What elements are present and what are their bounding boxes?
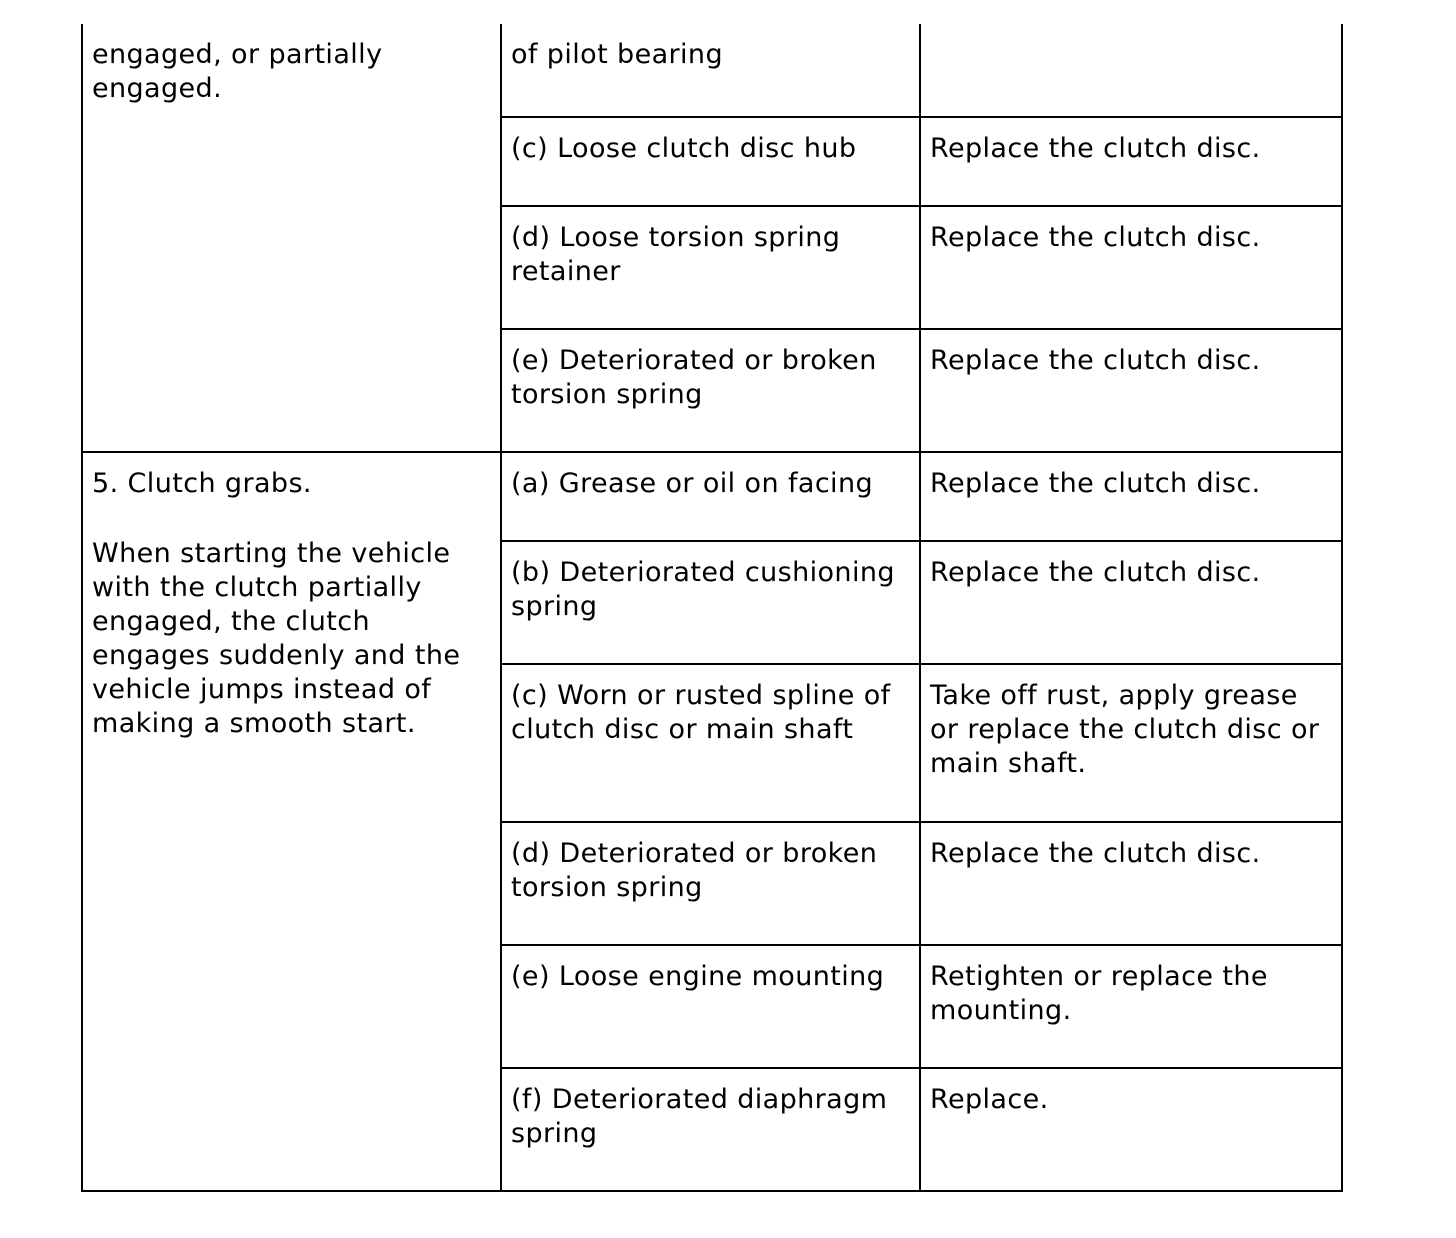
symptom-cell — [82, 452, 501, 1191]
remedy-cell: Take off rust, apply grease or replace the clutch disc or main shaft. — [920, 664, 1342, 822]
symptom-cell — [82, 24, 501, 452]
cause-cell: (f) Deteriorated diaphragm spring — [501, 1068, 920, 1191]
remedy-cell: Retighten or replace the mounting. — [920, 945, 1342, 1068]
remedy-cell — [920, 24, 1342, 117]
remedy-cell: Replace the clutch disc. — [920, 329, 1342, 452]
symptom-description: When starting the vehicle with the clutch partially engaged, the clutch engages suddenly and the vehicle jumps instead of making a smooth start. — [92, 538, 461, 739]
cause-cell: (a) Grease or oil on facing — [501, 452, 920, 541]
cause-cell: (e) Loose engine mounting — [501, 945, 920, 1068]
remedy-cell: Replace the clutch disc. — [920, 117, 1342, 206]
remedy-cell: Replace the clutch disc. — [920, 541, 1342, 664]
remedy-cell: Replace the clutch disc. — [920, 452, 1342, 541]
remedy-cell: Replace the clutch disc. — [920, 206, 1342, 329]
cause-cell: (d) Deteriorated or broken torsion spring — [501, 822, 920, 945]
remedy-cell: Replace. — [920, 1068, 1342, 1191]
cause-cell: (c) Loose clutch disc hub — [501, 117, 920, 206]
table-row — [82, 452, 1342, 541]
cause-cell: of pilot bearing — [501, 24, 920, 117]
cause-cell: (c) Worn or rusted spline of clutch disc or main shaft — [501, 664, 920, 822]
symptom-title: 5. Clutch grabs. — [92, 468, 312, 499]
remedy-cell: Replace the clutch disc. — [920, 822, 1342, 945]
cause-cell: (d) Loose torsion spring retainer — [501, 206, 920, 329]
cause-cell: (b) Deteriorated cushioning spring — [501, 541, 920, 664]
cause-cell: (e) Deteriorated or broken torsion spring — [501, 329, 920, 452]
symptom-line: engaged, or partially — [92, 39, 383, 70]
troubleshooting-table — [81, 24, 1343, 1192]
table-row — [82, 24, 1342, 117]
symptom-line: engaged. — [92, 73, 223, 104]
